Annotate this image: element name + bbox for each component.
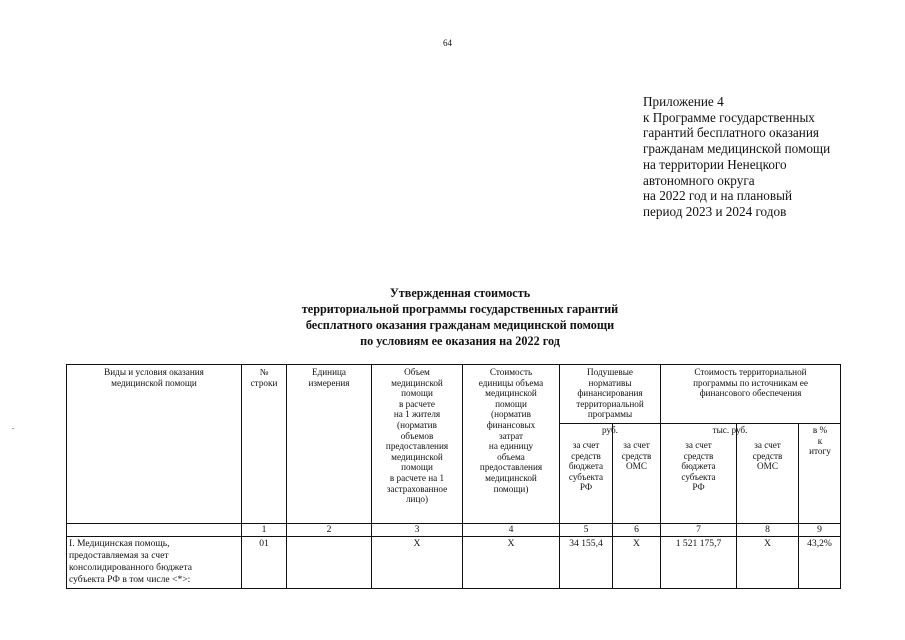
header-oms-thous: за счет средств ОМС [752, 440, 783, 472]
appendix-line: Приложение 4 [643, 94, 724, 109]
col-divider [241, 364, 242, 589]
appendix-line: период 2023 и 2024 годов [643, 203, 787, 219]
header-unit-cost: Стоимость единицы объема медицинской помощи (норматив финансовых затрат на единицу объема предоставления медицинской помощи) [478, 367, 544, 494]
appendix-line: на 2022 год и на плановый [643, 188, 793, 204]
header-oms-rub: за счет средств ОМС [621, 440, 652, 472]
column-number: 1 [261, 524, 267, 535]
col-divider [559, 364, 560, 589]
title-line: бесплатного оказания гражданам медицинской помощи [305, 318, 615, 332]
table-row-percent: 43,2% [807, 538, 832, 549]
scan-mark [12, 428, 14, 429]
header-budget-thous: за счет средств бюджета субъекта РФ [681, 440, 716, 493]
table-row-name: I. Медицинская помощь, предоставляемая за счет консолидированного бюджета субъекта РФ в том числе <*>: [69, 538, 192, 585]
header-line-number: № строки [250, 367, 278, 388]
appendix-note [643, 94, 873, 220]
table-row-volume: X [413, 538, 421, 549]
appendix-line: гражданам медицинской помощи [643, 141, 831, 157]
column-number: 6 [634, 524, 639, 535]
document-title [180, 285, 740, 349]
appendix-line: к Программе государственных [643, 109, 815, 125]
column-number: 4 [508, 524, 514, 535]
header-unit-thous-rub: тыс. руб. [712, 425, 748, 435]
table-row-per-capita-budget: 34 155,4 [569, 538, 603, 549]
header-kinds: Виды и условия оказания медицинской помощи [104, 367, 204, 388]
col-divider [462, 364, 463, 589]
header-unit: Единица измерения [308, 367, 350, 388]
table-row-unit-cost: X [507, 538, 515, 549]
header-percent: в % к итогу [809, 425, 831, 457]
column-number: 3 [414, 524, 420, 535]
appendix-line: на территории Ненецкого [643, 156, 787, 172]
col-divider [798, 423, 799, 589]
appendix-line: автономного округа [643, 172, 755, 188]
col-divider [660, 364, 661, 589]
header-volume: Объем медицинской помощи в расчете на 1 жителя (норматив объемов предоставления медицинской помощи в расчете на 1 застрахованное лицо) [385, 367, 449, 505]
column-number: 7 [696, 524, 701, 535]
column-number: 2 [326, 524, 332, 535]
title-line: территориальной программы государственных гарантий [301, 302, 619, 316]
header-program-cost: Стоимость территориальной программы по источникам ее финансового обеспечения [693, 367, 808, 399]
title-line: по условиям ее оказания на 2022 год [360, 334, 560, 348]
col-divider [286, 364, 287, 589]
page-number: 64 [443, 38, 452, 48]
col-divider [371, 364, 372, 589]
table-row-line-no: 01 [259, 538, 269, 549]
header-budget-rub: за счет средств бюджета субъекта РФ [568, 440, 604, 493]
header-unit-rub: руб. [602, 425, 618, 435]
title-line: Утвержденная стоимость [389, 286, 531, 300]
column-number: 5 [583, 524, 589, 535]
table-border-bottom [66, 588, 841, 589]
col-divider [736, 423, 737, 589]
column-number: 8 [765, 524, 770, 535]
table-border-top [66, 364, 841, 365]
appendix-line: гарантий бесплатного оказания [643, 125, 819, 141]
column-number: 9 [817, 524, 822, 535]
table-border-left [66, 364, 67, 589]
col-divider [612, 423, 613, 589]
cost-table [66, 364, 841, 589]
table-row-cost-oms: X [764, 538, 771, 549]
table-border-right [840, 364, 841, 589]
table-rule-numbers-bottom [66, 536, 841, 537]
table-row-cost-budget: 1 521 175,7 [675, 538, 722, 549]
table-row-per-capita-oms: X [633, 538, 640, 549]
header-per-capita-norms: Подушевые нормативы финансирования территориальной программы [576, 367, 644, 420]
